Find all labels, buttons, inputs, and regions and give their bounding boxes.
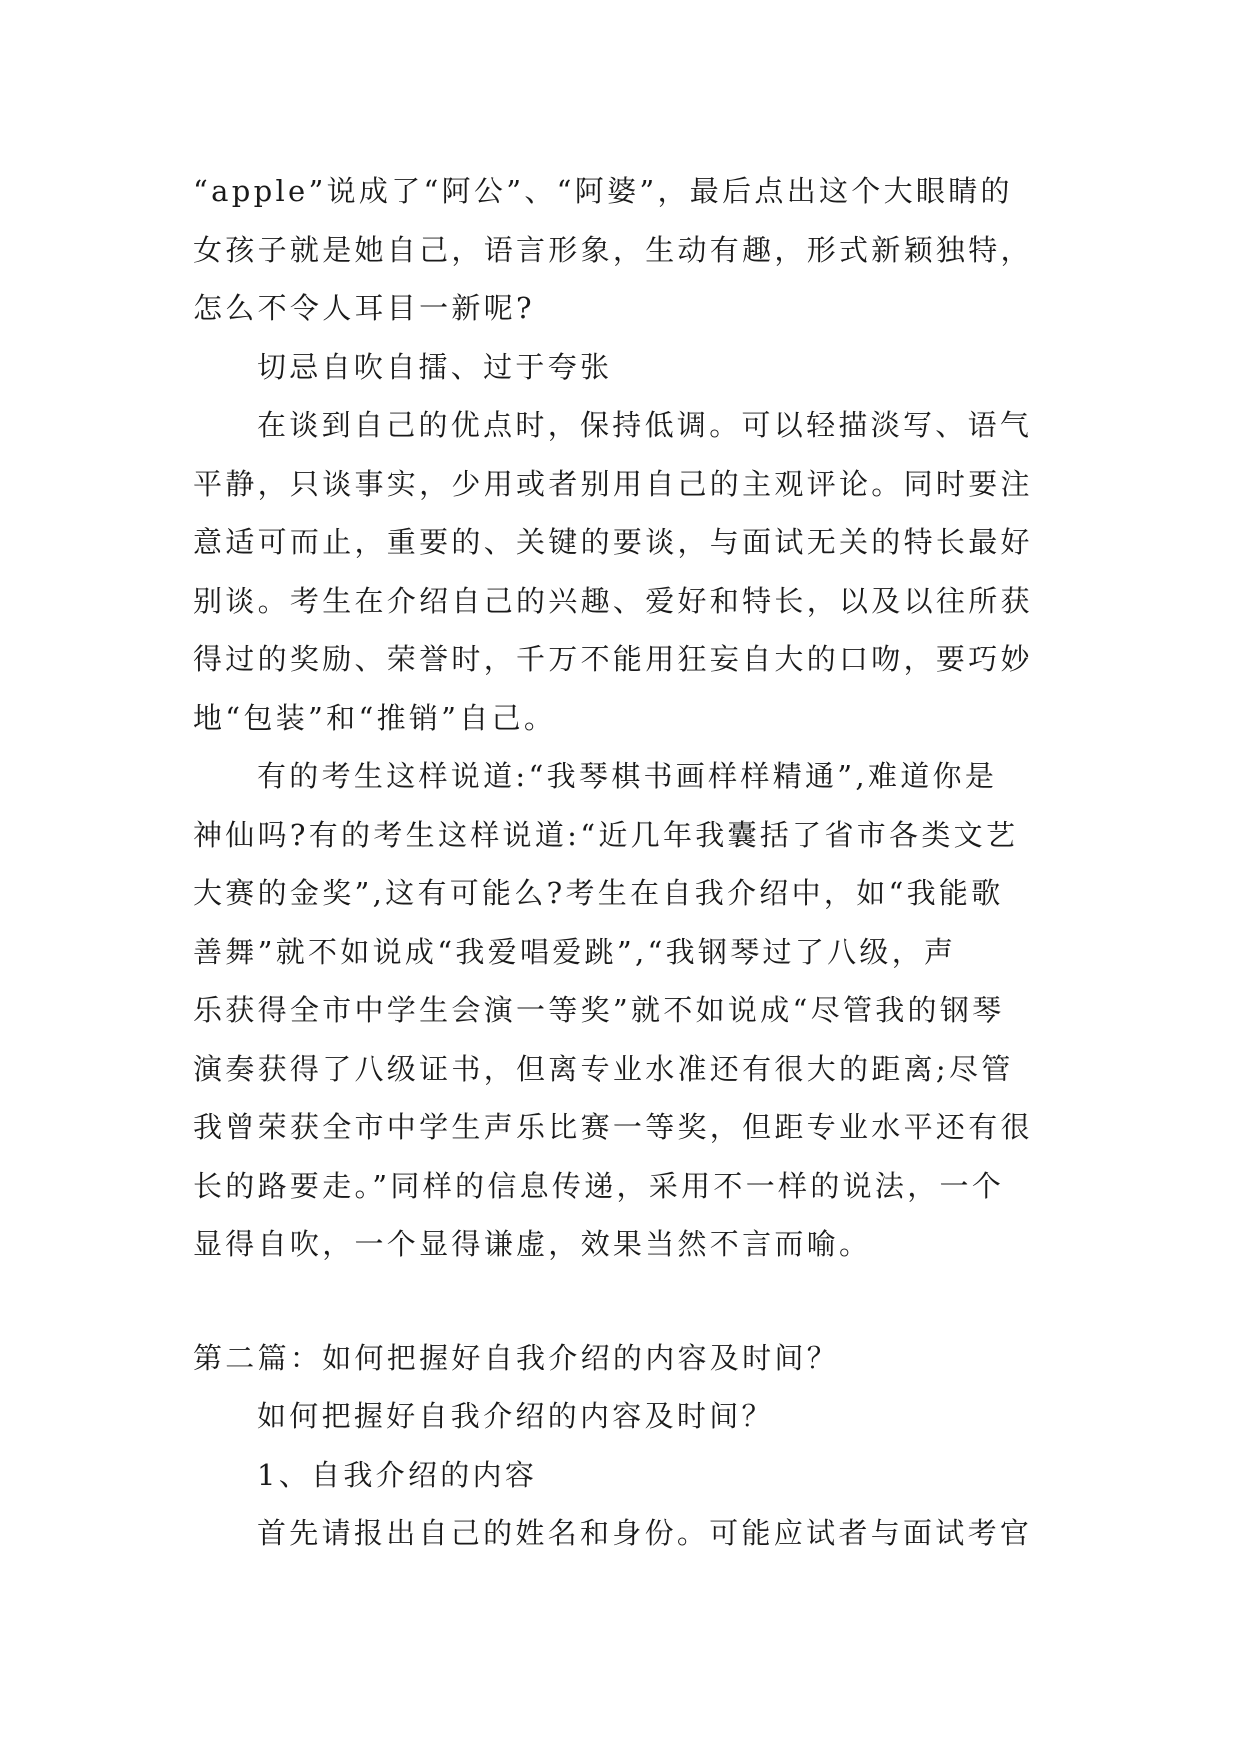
text-line: 我曾荣获全市中学生声乐比赛一等奖，但距专业水平还有很 (193, 1110, 1033, 1144)
text-line: 长的路要走。”同样的信息传递，采用不一样的说法，一个 (193, 1168, 1005, 1203)
text-line: 地“包装”和“推销”自己。 (193, 700, 557, 735)
text-line: 神仙吗?有的考生这样说道:“近几年我囊括了省市各类文艺 (193, 817, 1019, 852)
section-title: 第二篇：如何把握好自我介绍的内容及时间？ (193, 1340, 840, 1375)
paragraph-name-identity (193, 1504, 1065, 1563)
paragraph-low-profile (193, 396, 1065, 747)
text-line: 有的考生这样说道:“我琴棋书画样样精通”,难道你是 (257, 759, 998, 793)
text-line: 平静，只谈事实，少用或者别用自己的主观评论。同时要注 (193, 466, 1033, 501)
text-line: 怎么不令人耳目一新呢? (193, 291, 535, 325)
paragraph-examples (193, 747, 1065, 1274)
text-line: 演奏获得了八级证书，但离专业水准还有很大的距离;尽管 (193, 1051, 1014, 1086)
text-line: 首先请报出自己的姓名和身份。可能应试者与面试考官 (257, 1516, 1033, 1550)
paragraph-continued (193, 162, 1065, 338)
text-line: 得过的奖励、荣誉时，千万不能用狂妄自大的口吻，要巧妙 (193, 642, 1033, 676)
text-line: 乐获得全市中学生会演一等奖”就不如说成“尽管我的钢琴 (193, 993, 1005, 1027)
document-body (193, 162, 1065, 1563)
text-line: 大赛的金奖”,这有可能么?考生在自我介绍中，如“我能歌 (193, 876, 1004, 910)
text-line: 女孩子就是她自己，语言形象，生动有趣，形式新颖独特， (193, 232, 1033, 267)
text-line: 在谈到自己的优点时，保持低调。可以轻描淡写、语气 (257, 408, 1033, 442)
subheading-content: 1、自我介绍的内容 (257, 1457, 538, 1492)
text-line: 别谈。考生在介绍自己的兴趣、爱好和特长，以及以往所获 (193, 583, 1033, 618)
section-subtitle: 如何把握好自我介绍的内容及时间？ (257, 1399, 774, 1433)
text-line: “apple”说成了“阿公”、“阿婆”，最后点出这个大眼睛的 (193, 174, 1013, 208)
section-gap (193, 1274, 1065, 1329)
text-line: 善舞”就不如说成“我爱唱爱跳”,“我钢琴过了八级，声 (193, 934, 957, 969)
subheading-no-bragging: 切忌自吹自擂、过于夸张 (257, 349, 613, 384)
text-line: 意适可而止，重要的、关键的要谈，与面试无关的特长最好 (193, 525, 1033, 559)
text-line: 显得自吹，一个显得谦虚，效果当然不言而喻。 (193, 1227, 872, 1261)
